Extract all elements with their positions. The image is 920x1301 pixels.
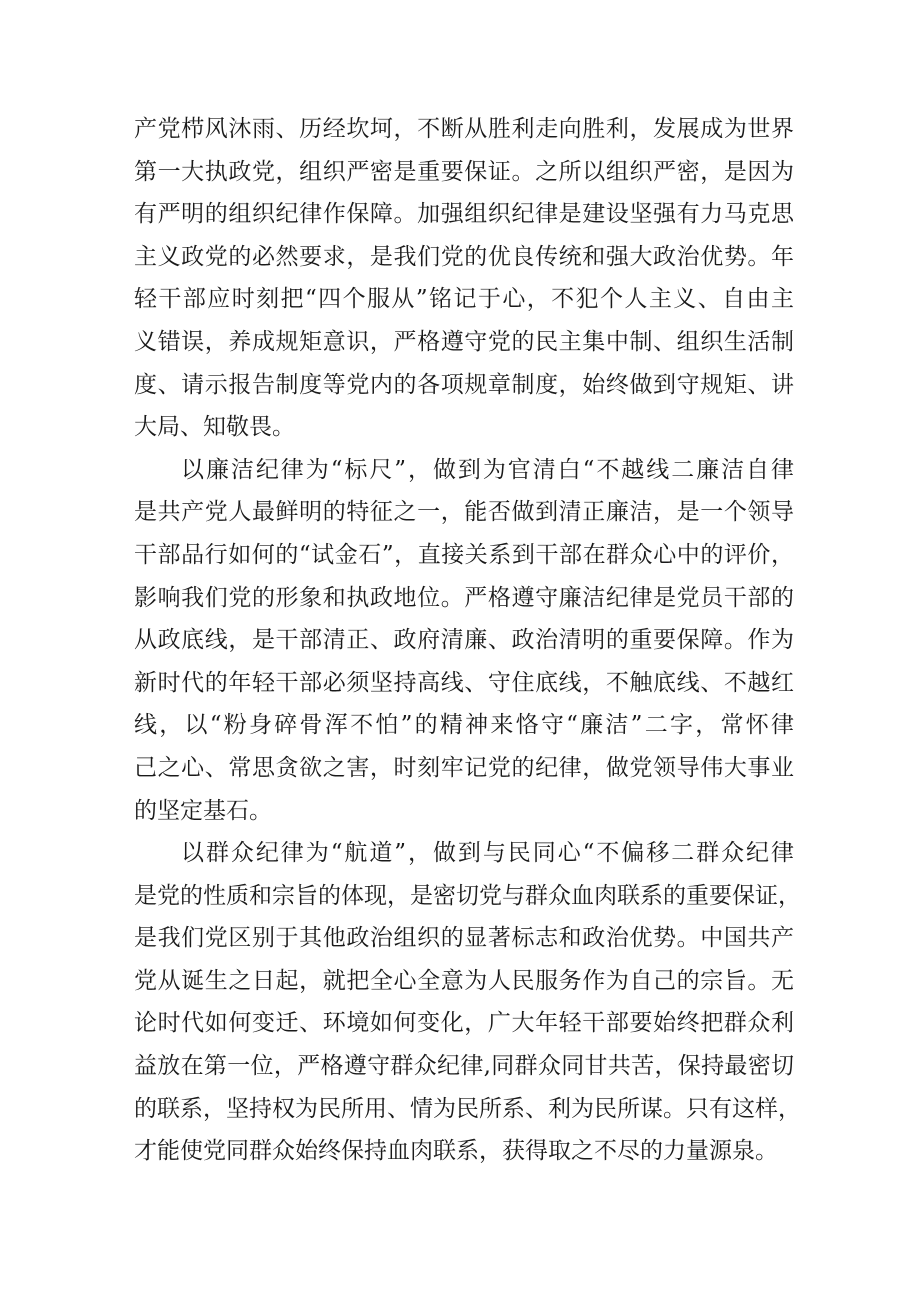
text-line: 义错误，养成规矩意识，严格遵守党的民主集中制、组织生活制 [134, 328, 794, 355]
text-line: 己之心、常思贪欲之害，时刻牢记党的纪律，做党领导伟大事业 [134, 754, 794, 781]
text-line: 才能使党同群众始终保持血肉联系，获得取之不尽的力量源泉。 [134, 1138, 778, 1165]
text-line: 有严明的组织纪律作保障。加强组织纪律是建设坚强有力马克思 [134, 201, 794, 228]
text-line: 以群众纪律为“航道”，做到与民同心“不偏移二群众纪律 [181, 840, 794, 867]
text-line: 的联系，坚持权为民所用、情为民所系、利为民所谋。只有这样， [134, 1095, 801, 1122]
text-line: 是我们党区别于其他政治组织的显著标志和政治优势。中国共产 [134, 925, 794, 952]
text-line: 干部品行如何的“试金石”，直接关系到干部在群众心中的评价， [134, 541, 794, 568]
paragraph-integrity-discipline [134, 449, 794, 832]
text-line: 第一大执政党，组织严密是重要保证。之所以组织严密，是因为 [134, 158, 794, 185]
text-line: 产党栉风沐雨、历经坎坷，不断从胜利走向胜利，发展成为世界 [134, 116, 794, 142]
text-line: 的坚定基石。 [134, 797, 272, 824]
text-line: 是共产党人最鲜明的特征之一，能否做到清正廉洁，是一个领导 [134, 499, 794, 526]
text-line: 线，以“粉身碎骨浑不怕”的精神来恪守“廉洁”二字，常怀律 [134, 712, 794, 739]
text-line: 度、请示报告制度等党内的各项规章制度，始终做到守规矩、讲 [134, 371, 794, 398]
text-line: 益放在第一位，严格遵守群众纪律,同群众同甘共苦，保持最密切 [134, 1053, 794, 1080]
document-body [134, 108, 801, 1173]
text-line: 轻干部应时刻把“四个服从”铭记于心，不犯个人主义、自由主 [134, 286, 794, 313]
text-line: 是党的性质和宗旨的体现，是密切党与群众血肉联系的重要保证， [134, 882, 801, 909]
text-line: 新时代的年轻干部必须坚持高线、守住底线，不触底线、不越红 [134, 669, 794, 696]
text-line: 主义政党的必然要求，是我们党的优良传统和强大政治优势。年 [134, 243, 794, 270]
text-line: 论时代如何变迁、环境如何变化，广大年轻干部要始终把群众利 [134, 1010, 794, 1037]
paragraph-organization-discipline [134, 108, 794, 449]
text-line: 大局、知敬畏。 [134, 414, 295, 441]
text-line: 以廉洁纪律为“标尺”，做到为官清白“不越线二廉洁自律 [181, 456, 794, 483]
paragraph-mass-discipline [134, 832, 801, 1173]
text-line: 影响我们党的形象和执政地位。严格遵守廉洁纪律是党员干部的 [134, 584, 794, 611]
text-line: 党从诞生之日起，就把全心全意为人民服务作为自己的宗旨。无 [134, 967, 794, 994]
text-line: 从政底线，是干部清正、政府清廉、政治清明的重要保障。作为 [134, 627, 794, 654]
